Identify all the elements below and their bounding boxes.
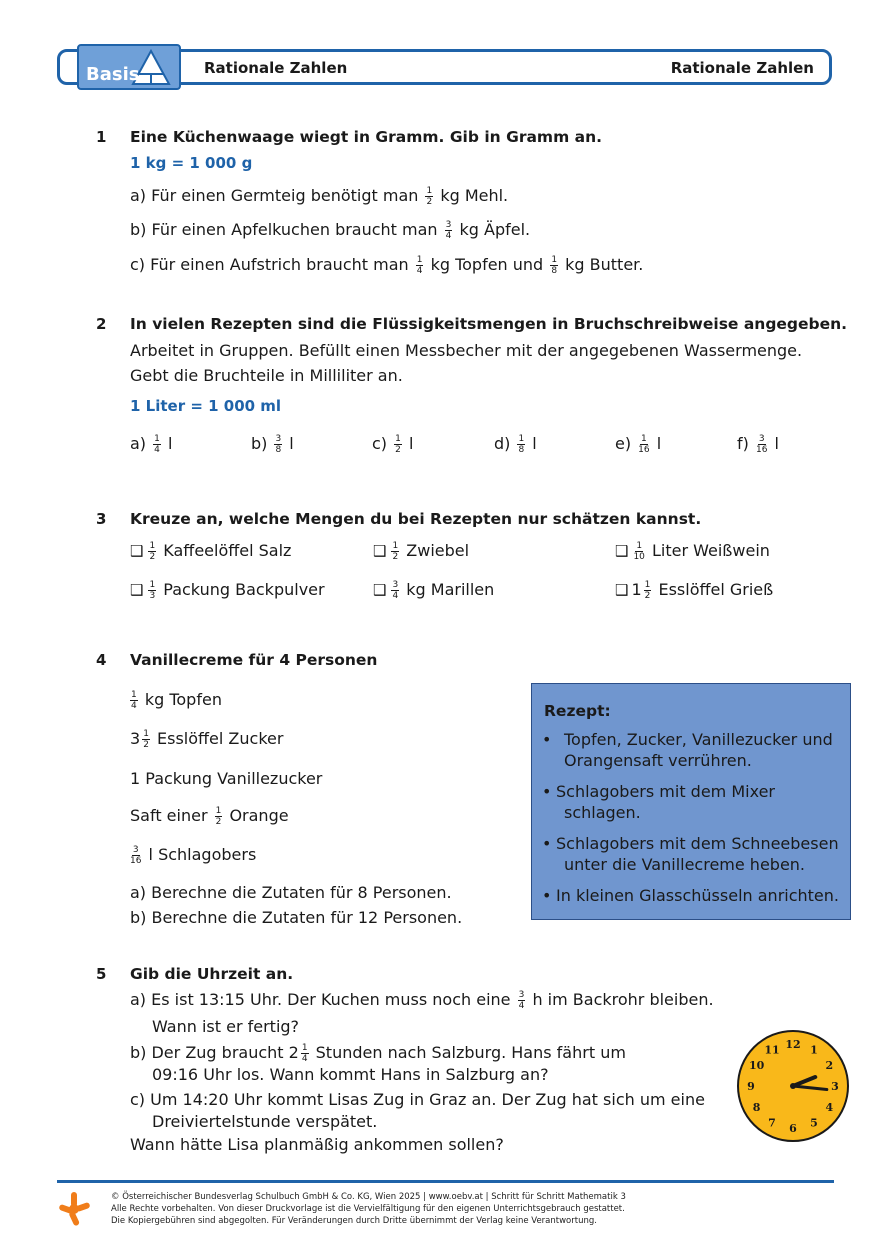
fraction: $\frac{1}{8}$ bbox=[551, 255, 558, 276]
task-title: Vanillecreme für 4 Personen bbox=[130, 651, 378, 669]
footer-rights: Alle Rechte vorbehalten. Von dieser Druckvorlage ist die Vervielfältigung für den eigenen Unterrichtsgebrauch gestattet. bbox=[111, 1204, 625, 1214]
conversion-rule: 1 Liter = 1 000 ml bbox=[130, 397, 282, 415]
checkbox-icon[interactable]: ❑ bbox=[373, 542, 387, 560]
task-number: 5 bbox=[96, 965, 107, 983]
fraction: $\frac{3}{4}$ bbox=[518, 990, 525, 1011]
fraction: $\frac{1}{4}$ bbox=[131, 690, 137, 711]
checkbox-item[interactable]: ❑ $\frac{1}{10}$ Liter Weißwein bbox=[615, 541, 770, 562]
fraction: $\frac{3}{4}$ bbox=[445, 220, 452, 241]
fraction-item: b) $\frac{3}{8}$ l bbox=[251, 434, 294, 455]
clock-number: 11 bbox=[764, 1043, 780, 1057]
task-item: Dreiviertelstunde verspätet. bbox=[152, 1112, 378, 1131]
clock-pivot bbox=[790, 1083, 796, 1089]
checkbox-icon[interactable]: ❑ bbox=[615, 581, 629, 599]
clock-number: 12 bbox=[785, 1038, 801, 1051]
clock-number: 2 bbox=[825, 1059, 834, 1072]
fraction: $\frac{3}{4}$ bbox=[392, 580, 399, 601]
bullet-icon: • bbox=[542, 782, 552, 801]
ingredient: 1 Packung Vanillezucker bbox=[130, 769, 323, 788]
recipe-step: unter die Vanillecreme heben. bbox=[564, 855, 806, 874]
fraction: $\frac{1}{2}$ bbox=[644, 580, 651, 601]
clock-number: 6 bbox=[789, 1122, 797, 1135]
fraction: $\frac{1}{3}$ bbox=[149, 580, 156, 601]
bullet-icon: • bbox=[542, 886, 552, 905]
footer-disclaimer: Die Kopiergebühren sind abgegolten. Für Veränderungen durch Dritte übernimmt der Verlag keine Verantwortung. bbox=[111, 1216, 597, 1226]
fraction-item: d) $\frac{1}{8}$ l bbox=[494, 434, 537, 455]
fraction: $\frac{3}{16}$ bbox=[130, 845, 142, 866]
clock-number: 4 bbox=[825, 1101, 834, 1114]
recipe-step: Topfen, Zucker, Vanillezucker und bbox=[564, 730, 833, 749]
task-item: a) Berechne die Zutaten für 8 Personen. bbox=[130, 883, 452, 902]
recipe-step: Schlagobers mit dem Mixer bbox=[556, 782, 775, 801]
task-item: c) Für einen Aufstrich braucht man $\frac{1}{4}$ kg Topfen und $\frac{1}{8}$ kg Butter. bbox=[130, 255, 644, 276]
task-item: b) Der Zug braucht 2 $\frac{1}{4}$ Stunden nach Salzburg. Hans fährt um bbox=[130, 1043, 626, 1064]
checkbox-icon[interactable]: ❑ bbox=[373, 581, 387, 599]
task-item: Wann hätte Lisa planmäßig ankommen sollen? bbox=[130, 1135, 504, 1154]
fraction: $\frac{1}{2}$ bbox=[215, 806, 222, 827]
fraction: $\frac{1}{2}$ bbox=[395, 434, 401, 455]
fraction: $\frac{3}{8}$ bbox=[275, 434, 282, 455]
task-item: 09:16 Uhr los. Wann kommt Hans in Salzburg an? bbox=[152, 1065, 549, 1084]
checkbox-icon[interactable]: ❑ bbox=[130, 542, 144, 560]
checkbox-icon[interactable]: ❑ bbox=[615, 542, 629, 560]
fraction: $\frac{1}{4}$ bbox=[416, 255, 423, 276]
task-title: Eine Küchenwaage wiegt in Gramm. Gib in Gramm an. bbox=[130, 128, 603, 146]
task-number: 2 bbox=[96, 315, 107, 333]
fraction: $\frac{1}{4}$ bbox=[154, 434, 160, 455]
fraction-item: c) $\frac{1}{2}$ l bbox=[372, 434, 414, 455]
task-item: a) Für einen Germteig benötigt man $\frac{1}{2}$ kg Mehl. bbox=[130, 186, 509, 207]
task-title: In vielen Rezepten sind die Flüssigkeitsmengen in Bruchschreibweise angegeben. bbox=[130, 315, 848, 333]
footer-line bbox=[57, 1180, 834, 1183]
clock-number: 3 bbox=[831, 1080, 839, 1093]
fraction-item: f) $\frac{3}{16}$ l bbox=[737, 434, 779, 455]
header-left-title: Rationale Zahlen bbox=[204, 59, 348, 77]
task-item: a) Es ist 13:15 Uhr. Der Kuchen muss noch eine $\frac{3}{4}$ h im Backrohr bleiben. bbox=[130, 990, 714, 1011]
clock-number: 10 bbox=[748, 1059, 765, 1072]
recipe-step: In kleinen Glasschüsseln anrichten. bbox=[556, 886, 839, 905]
task-item: c) Um 14:20 Uhr kommt Lisas Zug in Graz an. Der Zug hat sich um eine bbox=[130, 1090, 705, 1109]
fraction: $\frac{1}{8}$ bbox=[518, 434, 525, 455]
task-item: Wann ist er fertig? bbox=[152, 1017, 300, 1036]
task-title: Kreuze an, welche Mengen du bei Rezepten nur schätzen kannst. bbox=[130, 510, 702, 528]
task-title: Gib die Uhrzeit an. bbox=[130, 965, 294, 983]
clock bbox=[735, 1028, 851, 1144]
task-number: 1 bbox=[96, 128, 107, 146]
checkbox-item[interactable]: ❑ $\frac{1}{2}$ Kaffeelöffel Salz bbox=[130, 541, 292, 562]
basis-label: Basis bbox=[86, 64, 140, 85]
recipe-step: schlagen. bbox=[564, 803, 641, 822]
clock-number: 1 bbox=[810, 1043, 818, 1057]
clock-number: 5 bbox=[810, 1116, 818, 1130]
fraction: $\frac{3}{16}$ bbox=[755, 434, 768, 455]
recipe-step: Schlagobers mit dem Schneebesen bbox=[556, 834, 839, 853]
fraction: $\frac{1}{4}$ bbox=[301, 1043, 308, 1064]
checkbox-item[interactable]: ❑ $\frac{1}{2}$ Zwiebel bbox=[373, 541, 470, 562]
footer-copyright: © Österreichischer Bundesverlag Schulbuch GmbH & Co. KG, Wien 2025 | www.oebv.at | Schritt für Schritt Mathematik 3 bbox=[111, 1192, 626, 1202]
task-text: Gebt die Bruchteile in Milliliter an. bbox=[130, 366, 403, 385]
task-item: b) Berechne die Zutaten für 12 Personen. bbox=[130, 908, 463, 927]
bullet-icon: • bbox=[542, 730, 552, 749]
recipe-step: Orangensaft verrühren. bbox=[564, 751, 752, 770]
checkbox-item[interactable]: ❑ 1 $\frac{1}{2}$ Esslöffel Grieß bbox=[615, 580, 774, 601]
clock-number: 7 bbox=[768, 1116, 776, 1130]
task-item: b) Für einen Apfelkuchen braucht man $\frac{3}{4}$ kg Äpfel. bbox=[130, 220, 531, 241]
header-right-title: Rationale Zahlen bbox=[670, 59, 814, 77]
ingredient: $\frac{3}{16}$ l Schlagobers bbox=[130, 845, 257, 866]
ingredient: Saft einer $\frac{1}{2}$ Orange bbox=[130, 806, 289, 827]
bullet-icon: • bbox=[542, 834, 552, 853]
fraction: $\frac{1}{10}$ bbox=[633, 541, 645, 562]
checkbox-item[interactable]: ❑ $\frac{3}{4}$ kg Marillen bbox=[373, 580, 495, 601]
checkbox-icon[interactable]: ❑ bbox=[130, 581, 144, 599]
conversion-rule: 1 kg = 1 000 g bbox=[130, 154, 253, 172]
ingredient: 3 $\frac{1}{2}$ Esslöffel Zucker bbox=[130, 729, 284, 750]
fraction: $\frac{1}{2}$ bbox=[149, 541, 156, 562]
fraction: $\frac{1}{2}$ bbox=[143, 729, 149, 750]
task-number: 4 bbox=[96, 651, 107, 669]
ingredient: $\frac{1}{4}$ kg Topfen bbox=[131, 690, 222, 711]
fraction: $\frac{1}{2}$ bbox=[392, 541, 399, 562]
recipe-box bbox=[531, 683, 851, 920]
task-number: 3 bbox=[96, 510, 107, 528]
recipe-title: Rezept: bbox=[544, 702, 611, 720]
fraction: $\frac{1}{16}$ bbox=[638, 434, 650, 455]
clock-number: 8 bbox=[752, 1101, 761, 1114]
fraction-item: e) $\frac{1}{16}$ l bbox=[615, 434, 662, 455]
checkbox-item[interactable]: ❑ $\frac{1}{3}$ Packung Backpulver bbox=[130, 580, 325, 601]
task-text: Arbeitet in Gruppen. Befüllt einen Messbecher mit der angegebenen Wassermenge. bbox=[130, 341, 803, 360]
clock-number: 9 bbox=[747, 1080, 755, 1093]
fraction: $\frac{1}{2}$ bbox=[426, 186, 433, 207]
fraction-item: a) $\frac{1}{4}$ l bbox=[130, 434, 173, 455]
publisher-logo-icon bbox=[57, 1190, 91, 1228]
